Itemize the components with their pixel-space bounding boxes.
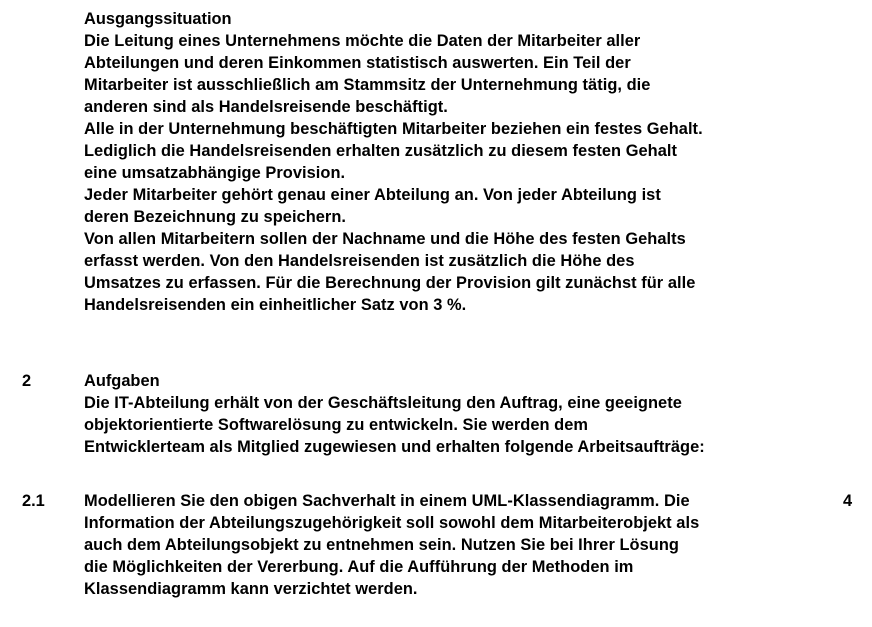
- paragraph-line: Modellieren Sie den obigen Sachverhalt in einem UML-Klassendiagramm. Die: [84, 492, 690, 510]
- paragraph-line: eine umsatzabhängige Provision.: [84, 164, 346, 182]
- paragraph-line: anderen sind als Handelsreisende beschäftigt.: [84, 98, 448, 116]
- task-2-1: [84, 490, 824, 600]
- paragraph-line: Jeder Mitarbeiter gehört genau einer Abteilung an. Von jeder Abteilung ist: [84, 186, 661, 204]
- paragraph-line: Handelsreisenden ein einheitlicher Satz von 3 %.: [84, 296, 467, 314]
- paragraph-line: die Möglichkeiten der Vererbung. Auf die Aufführung der Methoden im: [84, 558, 634, 576]
- paragraph-line: deren Bezeichnung zu speichern.: [84, 208, 347, 226]
- paragraph-line: objektorientierte Softwarelösung zu entwickeln. Sie werden dem: [84, 416, 589, 434]
- paragraph-line: Umsatzes zu erfassen. Für die Berechnung der Provision gilt zunächst für alle: [84, 274, 696, 292]
- paragraph-line: Entwicklerteam als Mitglied zugewiesen und erhalten folgende Arbeitsaufträge:: [84, 438, 705, 456]
- paragraph-line: Klassendiagramm kann verzichtet werden.: [84, 580, 418, 598]
- paragraph-line: Information der Abteilungszugehörigkeit soll sowohl dem Mitarbeiterobjekt als: [84, 514, 700, 532]
- paragraph-line: Lediglich die Handelsreisenden erhalten zusätzlich zu diesem festen Gehalt: [84, 142, 678, 160]
- section-heading-situation: Ausgangssituation: [84, 10, 232, 28]
- task-number-2-1: 2.1: [22, 492, 45, 510]
- section-tasks: [84, 370, 824, 458]
- section-number-tasks: 2: [22, 372, 32, 390]
- section-heading-tasks: Aufgaben: [84, 372, 160, 390]
- section-situation: [84, 8, 824, 316]
- paragraph-line: Alle in der Unternehmung beschäftigten Mitarbeiter beziehen ein festes Gehalt.: [84, 120, 703, 138]
- paragraph-line: Abteilungen und deren Einkommen statistisch auswerten. Ein Teil der: [84, 54, 631, 72]
- task-points-2-1: 4: [843, 492, 853, 510]
- paragraph-line: Mitarbeiter ist ausschließlich am Stammsitz der Unternehmung tätig, die: [84, 76, 651, 94]
- paragraph-line: erfasst werden. Von den Handelsreisenden ist zusätzlich die Höhe des: [84, 252, 635, 270]
- paragraph-line: auch dem Abteilungsobjekt zu entnehmen sein. Nutzen Sie bei Ihrer Lösung: [84, 536, 679, 554]
- paragraph-line: Die IT-Abteilung erhält von der Geschäftsleitung den Auftrag, eine geeignete: [84, 394, 682, 412]
- paragraph-line: Die Leitung eines Unternehmens möchte die Daten der Mitarbeiter aller: [84, 32, 641, 50]
- paragraph-line: Von allen Mitarbeitern sollen der Nachname und die Höhe des festen Gehalts: [84, 230, 686, 248]
